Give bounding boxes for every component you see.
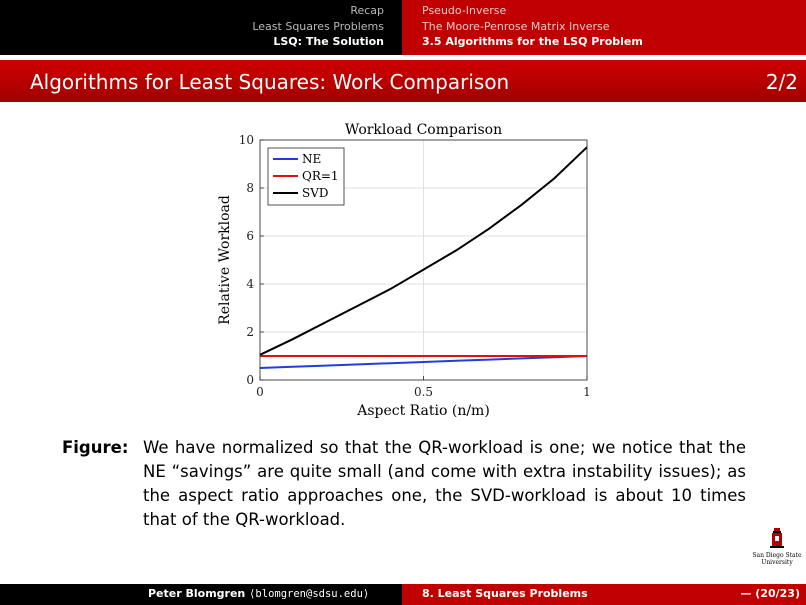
nav-item-pseudo-inverse[interactable]: Pseudo-Inverse	[422, 4, 507, 17]
slide-page-number: 2/2	[765, 70, 798, 94]
logo-line-1: San Diego State	[752, 552, 802, 559]
legend-label-1: QR=1	[302, 169, 339, 183]
y-tick-label-3: 6	[246, 229, 254, 243]
slide-title-bar	[0, 60, 806, 102]
slide-title: Algorithms for Least Squares: Work Comparison	[30, 70, 510, 94]
figure-caption	[62, 436, 746, 532]
footer-author: Peter Blomgren	[148, 587, 246, 600]
footer-section[interactable]: 8. Least Squares Problems	[422, 587, 588, 600]
y-tick-label-5: 10	[238, 133, 254, 147]
nav-item-least-squares-problems[interactable]: Least Squares Problems	[252, 20, 384, 33]
nav-item-moore-penrose[interactable]: The Moore-Penrose Matrix Inverse	[422, 20, 610, 33]
y-tick-label-2: 4	[246, 277, 254, 291]
x-tick-label-2: 1	[583, 385, 591, 399]
legend-label-0: NE	[302, 152, 322, 166]
workload-chart	[205, 114, 605, 426]
x-tick-label-1: 0.5	[413, 385, 434, 399]
logo-line-2: University	[761, 559, 793, 566]
footer-right	[402, 584, 806, 605]
header-left-nav	[0, 0, 402, 55]
nav-item-lsq-solution[interactable]: LSQ: The Solution	[273, 35, 384, 48]
figure-caption-text: We have normalized so that the QR-workload is one; we notice that the NE “savings” are quite small (and come with extra instability issues); as the aspect ratio approaches one, the SVD-workload is about 10 times that of the QR-workload.	[143, 438, 746, 529]
sdsu-logo	[748, 528, 806, 568]
header-right-nav	[402, 0, 806, 55]
sdsu-tower-icon	[769, 528, 785, 548]
x-axis-label: Aspect Ratio (n/m)	[357, 403, 490, 419]
footer-author-block	[148, 587, 369, 600]
legend-label-2: SVD	[302, 186, 329, 200]
figure-label: Figure:	[62, 438, 129, 457]
nav-item-algorithms-lsq[interactable]: 3.5 Algorithms for the LSQ Problem	[422, 35, 643, 48]
y-tick-label-1: 2	[246, 325, 254, 339]
footer-email[interactable]: ⟨blomgren@sdsu.edu⟩	[249, 588, 370, 600]
y-axis-label: Relative Workload	[217, 195, 233, 325]
footer-page: — (20/23)	[740, 587, 800, 600]
y-tick-label-4: 8	[246, 181, 254, 195]
footer-left	[0, 584, 402, 605]
y-tick-label-0: 0	[246, 373, 254, 387]
nav-item-recap[interactable]: Recap	[350, 4, 384, 17]
chart-title: Workload Comparison	[344, 122, 503, 138]
x-tick-label-0: 0	[256, 385, 264, 399]
